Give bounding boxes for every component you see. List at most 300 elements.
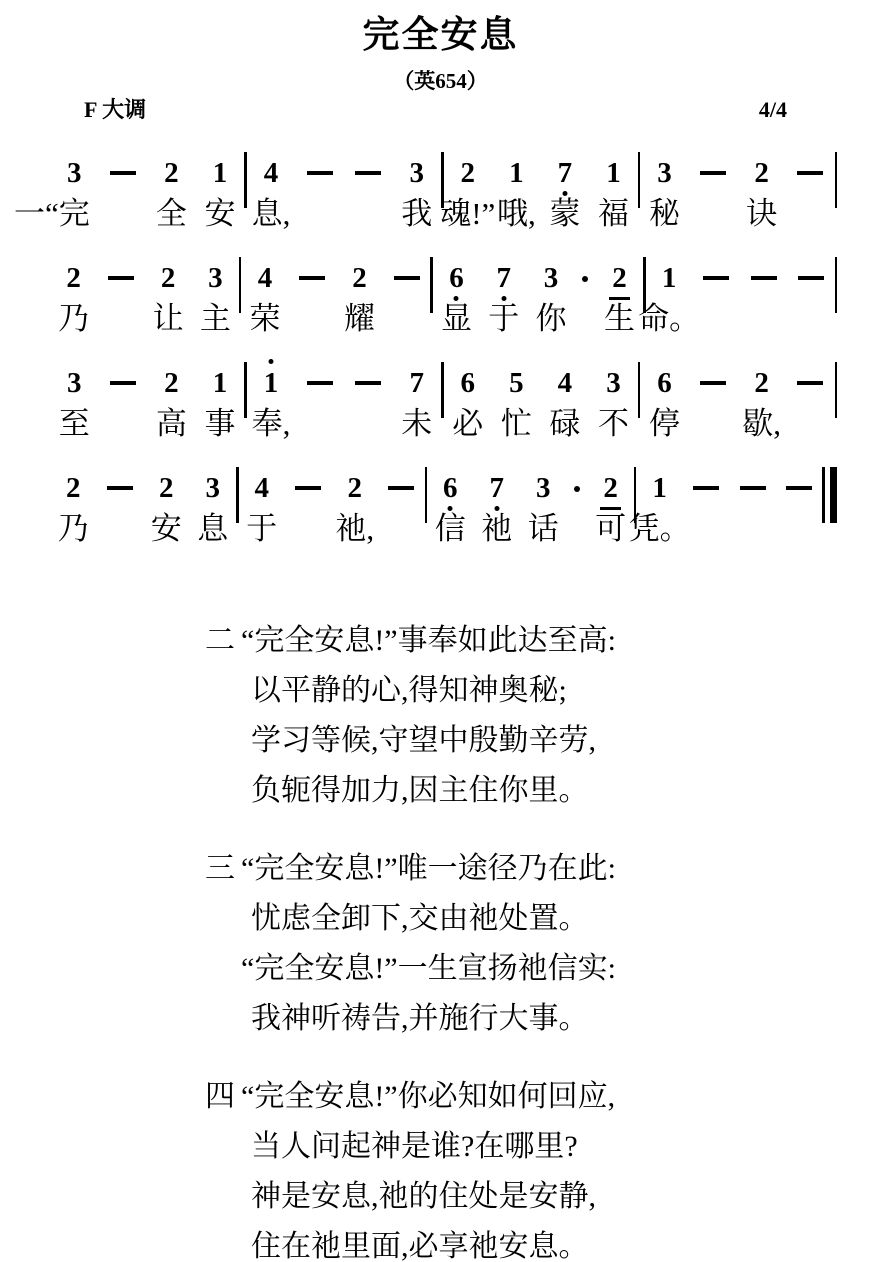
time-signature: 4/4 [758, 97, 787, 122]
note-digit: 2 [159, 472, 174, 504]
note-column [480, 261, 527, 336]
note-column [520, 471, 567, 546]
note-digit: 2 [164, 157, 179, 189]
lyric-syllable: 完 一“ [14, 196, 90, 231]
verse [205, 1072, 881, 1262]
lyric-row-cell [50, 407, 99, 441]
note-row-cell [50, 366, 99, 407]
verse-line: “完全安息!”一生宣扬祂信实: [241, 952, 616, 985]
note-column [589, 156, 638, 231]
note-row-cell [640, 366, 689, 407]
verse-line: 住在祂里面,必享祂安息。 [251, 1230, 589, 1262]
duration-dash [797, 381, 823, 385]
lyric-row-cell [640, 407, 689, 441]
note-digit: 6 [460, 367, 476, 399]
note-row-cell [492, 156, 541, 197]
lyric-syllable: 主 [199, 301, 231, 336]
note-row-cell [541, 156, 590, 197]
note-column [587, 471, 634, 546]
verse-line: 以平静的心,得知神奥秘; [251, 674, 567, 707]
aug-dot-column [567, 471, 588, 512]
note-digit: 7 [490, 471, 505, 505]
note-digit: 3 [606, 367, 621, 399]
augmentation-dot [574, 486, 580, 492]
lyric-syllable: 乃 [58, 301, 90, 336]
lyric-syllable: 我 [401, 196, 433, 231]
note-row-cell [147, 156, 196, 197]
note-row-cell [737, 366, 786, 407]
note-column [190, 471, 237, 546]
note-row-cell [729, 471, 776, 512]
note-digit: 3 [67, 157, 82, 189]
note-row-cell [693, 261, 740, 302]
note-row-cell [295, 366, 344, 407]
lyric-row-cell [239, 512, 286, 546]
note-row-cell [683, 471, 730, 512]
dash-column [99, 156, 148, 197]
verse [205, 616, 881, 816]
note-row-cell [285, 471, 332, 512]
lyric-syllable: 必 [452, 406, 484, 441]
lyric-row-cell [247, 407, 296, 441]
lyric-syllable: 未 [401, 406, 433, 441]
lyric-syllable: 可 [595, 511, 627, 546]
note-row-cell [427, 471, 474, 512]
lyric-row-cell [628, 511, 691, 546]
note-column [247, 156, 296, 231]
note-row-cell [392, 156, 441, 197]
note-row-cell [474, 471, 521, 512]
verse-line: 我神听祷告,并施行大事。 [251, 1002, 589, 1035]
duration-dash [693, 486, 719, 490]
verse-line: “完全安息!”事奉如此达至高: [241, 624, 616, 657]
note-column [392, 366, 441, 441]
note-digit: 6 [657, 367, 672, 399]
lyric-syllable: 于 [488, 301, 520, 336]
note-row-cell [196, 366, 245, 407]
note-row-cell [776, 471, 823, 512]
barline [835, 156, 838, 208]
verse-line: “完全安息!”唯一途径乃在此: [241, 852, 616, 885]
lyric-syllable: 耀 [344, 301, 376, 336]
lyric-syllable: 至 [58, 406, 90, 441]
barline-stroke [835, 257, 838, 313]
note-row-cell [336, 261, 383, 302]
dash-column [285, 471, 332, 512]
note-row-cell [247, 366, 296, 407]
note-column [14, 156, 99, 231]
lyric-row-cell [541, 407, 590, 441]
note-row-cell [433, 261, 480, 302]
lyric-syllable: 命。 [638, 301, 701, 336]
music-system [50, 261, 837, 366]
lyric-row-cell [541, 197, 590, 231]
note-row-cell [289, 261, 336, 302]
verse-line: 学习等候,守望中殷勤辛劳, [251, 724, 596, 757]
note-row-cell [50, 261, 97, 302]
note-digit: 2 [164, 367, 179, 399]
dash-column [295, 366, 344, 407]
note-digit: 4 [557, 367, 573, 399]
note-column [50, 471, 97, 546]
note-row-cell [541, 366, 590, 407]
note-digit: 2 [352, 262, 367, 294]
lyric-syllable: 于 [246, 511, 278, 546]
lyric-row-cell [444, 407, 493, 441]
note-column [147, 156, 196, 231]
dash-column [295, 156, 344, 197]
note-column [336, 261, 383, 336]
lyric-row-cell [196, 197, 245, 231]
duration-dash [751, 276, 777, 280]
lyric-row-cell [640, 197, 689, 231]
verse [205, 844, 881, 1044]
lyric-row-cell [440, 196, 496, 231]
dash-column [740, 261, 787, 302]
lyric-row-cell [192, 302, 239, 336]
lyric-row-cell [143, 512, 190, 546]
duration-dash [307, 171, 333, 175]
lyric-syllable: 荣 [249, 301, 281, 336]
note-row-cell [190, 471, 237, 512]
dash-column [378, 471, 425, 512]
lyric-syllable: 祂 [481, 511, 513, 546]
note-row-cell [689, 156, 738, 197]
note-row-cell [492, 366, 541, 407]
lyric-row-cell [247, 197, 296, 231]
music-system [50, 366, 837, 471]
barline-thick-stroke [830, 467, 837, 523]
lyric-row-cell [589, 407, 638, 441]
note-digit: 3 [409, 157, 424, 189]
note-digit: 1 [652, 472, 667, 504]
note-column [196, 366, 245, 441]
note-digit: 3 [205, 472, 220, 504]
note-digit: 2 [460, 157, 476, 189]
lyric-syllable: 祂, [335, 511, 375, 546]
note-digit: 1 [212, 367, 228, 399]
note-row-cell [587, 471, 634, 512]
note-digit: 1 [212, 157, 228, 189]
note-row-cell [332, 471, 379, 512]
music-system [14, 156, 837, 261]
lyric-row-cell [147, 407, 196, 441]
hymn-title: 完全安息 [362, 15, 519, 56]
lyric-syllable: 凭。 [628, 511, 691, 546]
dash-column [289, 261, 336, 302]
lyric-syllable: 全 [155, 196, 187, 231]
note-row-cell [295, 156, 344, 197]
meta-row [0, 96, 881, 124]
lyric-row-cell [14, 196, 99, 231]
note-row-cell [520, 471, 567, 512]
note-column [737, 366, 786, 441]
lyric-syllable: 息, [251, 196, 291, 231]
lyric-row-cell [392, 197, 441, 231]
verse-number: 三 [205, 852, 235, 885]
lyric-row-cell [520, 512, 567, 546]
duration-dash [388, 486, 414, 490]
dash-column [99, 366, 148, 407]
lyric-row-cell [589, 197, 638, 231]
note-digit: 3 [67, 367, 82, 399]
note-row-cell [444, 156, 493, 197]
note-column [392, 156, 441, 231]
lyric-syllable: 信 [434, 511, 466, 546]
note-row-cell [50, 156, 99, 197]
note-column [144, 261, 191, 336]
duration-dash [110, 381, 136, 385]
dash-column [689, 156, 738, 197]
note-row-cell [247, 156, 296, 197]
music-system [50, 471, 837, 576]
note-digit: 7 [409, 367, 424, 399]
augmentation-dot [582, 276, 588, 282]
duration-dash [107, 486, 133, 490]
lyric-row-cell [50, 512, 97, 546]
note-row-cell [786, 366, 835, 407]
dash-column [97, 261, 144, 302]
note-column [143, 471, 190, 546]
note-row-cell [444, 366, 493, 407]
note-digit: 6 [443, 471, 458, 505]
note-digit: 5 [509, 367, 524, 399]
note-row-cell [737, 156, 786, 197]
verse-number: 二 [205, 624, 235, 657]
note-digit: 3 [536, 472, 551, 504]
hymn-header [0, 14, 881, 124]
lyric-row-cell [144, 302, 191, 336]
note-column [196, 156, 245, 231]
note-column [541, 366, 590, 441]
note-row-cell [589, 366, 638, 407]
lyric-row-cell [241, 302, 288, 336]
final-barline [822, 471, 837, 523]
note-column [440, 156, 496, 231]
lyric-syllable: 安 [150, 511, 182, 546]
duration-dash [307, 381, 333, 385]
lyric-syllable: 哦, [496, 196, 536, 231]
note-column [433, 261, 480, 336]
lyric-syllable: 秘 [649, 196, 681, 231]
duration-dash [700, 381, 726, 385]
dash-column [97, 471, 144, 512]
note-column [541, 156, 590, 231]
note-digit: 4 [254, 472, 269, 504]
note-digit: 2 [66, 262, 81, 294]
lyric-syllable: 诀 [746, 196, 778, 231]
note-row-cell [241, 261, 288, 302]
verse-line: 神是安息,祂的住处是安静, [251, 1180, 596, 1213]
duration-dash [355, 381, 381, 385]
note-row-cell [589, 156, 638, 197]
dash-column [786, 156, 835, 197]
note-digit: 6 [449, 261, 464, 295]
lyric-row-cell [474, 512, 521, 546]
stanza-number-inline: 一“ [14, 196, 59, 231]
note-digit: 2 [609, 261, 630, 300]
note-row-cell [689, 366, 738, 407]
lyric-syllable: 蒙 [549, 196, 581, 231]
duration-dash [110, 171, 136, 175]
lyric-syllable: 生 [603, 301, 635, 336]
lyric-syllable: 魂!” [440, 196, 496, 231]
note-digit: 2 [754, 367, 769, 399]
note-digit: 7 [558, 156, 573, 190]
note-row-cell [786, 156, 835, 197]
note-column [638, 261, 701, 336]
note-row-cell [527, 261, 574, 302]
lyric-syllable: 安 [204, 196, 236, 231]
note-row-cell [99, 156, 148, 197]
dash-column [383, 261, 430, 302]
note-row-cell [143, 471, 190, 512]
note-column [596, 261, 643, 336]
verse-number: 四 [205, 1080, 235, 1113]
lyric-row-cell [492, 407, 541, 441]
note-column [147, 366, 196, 441]
lyric-row-cell [480, 302, 527, 336]
lyric-row-cell [196, 407, 245, 441]
lyric-row-cell [50, 302, 97, 336]
note-digit: 4 [257, 262, 273, 294]
note-column [737, 156, 786, 231]
note-digit: 1 [264, 366, 279, 400]
note-column [50, 261, 97, 336]
octave-dot-above [269, 359, 274, 364]
note-digit: 3 [657, 157, 672, 189]
dash-column [776, 471, 823, 512]
hymn-number: （英654） [393, 69, 488, 93]
note-column [444, 366, 493, 441]
note-row-cell [740, 261, 787, 302]
lyric-row-cell [587, 512, 634, 546]
note-row-cell [147, 366, 196, 407]
note-column [192, 261, 239, 336]
duration-dash [108, 276, 134, 280]
duration-dash [299, 276, 325, 280]
barline [835, 261, 838, 313]
note-row-cell [344, 156, 393, 197]
dash-column [693, 261, 740, 302]
note-row-cell [196, 156, 245, 197]
lyric-row-cell [492, 197, 541, 231]
lyric-syllable: 忙 [500, 406, 532, 441]
duration-dash [797, 171, 823, 175]
lyric-syllable: 事 [204, 406, 236, 441]
duration-dash [700, 171, 726, 175]
note-row-cell [596, 261, 643, 302]
lyric-row-cell [737, 197, 786, 231]
dash-column [689, 366, 738, 407]
note-row-cell [636, 471, 683, 512]
verse-line: 当人问起神是谁?在哪里? [251, 1130, 578, 1163]
verse-line: 负轭得加力,因主住你里。 [251, 774, 589, 807]
lyric-syllable: 高 [155, 406, 187, 441]
note-row-cell [99, 366, 148, 407]
lyric-row-cell [190, 512, 237, 546]
note-row-cell [383, 261, 430, 302]
lyric-syllable: 乃 [57, 511, 89, 546]
note-column [247, 366, 296, 441]
note-row-cell [567, 471, 588, 512]
verse-line: “完全安息!”你必知如何回应, [241, 1080, 616, 1113]
duration-dash [394, 276, 420, 280]
note-digit: 3 [543, 262, 559, 294]
lyric-row-cell [332, 512, 379, 546]
duration-dash [798, 276, 824, 280]
note-column [589, 366, 638, 441]
lyric-syllable: 歇, [742, 406, 782, 441]
barline [835, 366, 838, 418]
music-score [0, 156, 881, 576]
aug-dot-column [575, 261, 596, 302]
lyric-row-cell [427, 512, 474, 546]
lyric-syllable: 碌 [549, 406, 581, 441]
note-column [427, 471, 474, 546]
note-column [332, 471, 379, 546]
lyric-row-cell [638, 301, 701, 336]
note-digit: 2 [347, 472, 362, 504]
lyric-row-cell [596, 302, 643, 336]
note-digit: 3 [208, 262, 223, 294]
note-column [241, 261, 288, 336]
note-digit: 2 [600, 471, 621, 510]
note-column [474, 471, 521, 546]
key-signature: F 大调 [84, 97, 147, 122]
note-digit: 2 [754, 157, 769, 189]
lyric-row-cell [336, 302, 383, 336]
note-column [640, 156, 689, 231]
lyric-syllable: 奉, [251, 406, 291, 441]
note-column [50, 366, 99, 441]
lyric-syllable: 停 [649, 406, 681, 441]
dash-column [344, 156, 393, 197]
note-digit: 4 [263, 157, 279, 189]
note-column [492, 366, 541, 441]
note-column [628, 471, 691, 546]
note-column [527, 261, 574, 336]
dash-column [344, 366, 393, 407]
verses-section [205, 616, 881, 1262]
lyric-syllable: 话 [527, 511, 559, 546]
note-row-cell [787, 261, 834, 302]
duration-dash [355, 171, 381, 175]
duration-dash [786, 486, 812, 490]
note-row-cell [192, 261, 239, 302]
lyric-syllable: 显 [440, 301, 472, 336]
note-row-cell [640, 156, 689, 197]
dash-column [729, 471, 776, 512]
lyric-syllable: 不 [597, 406, 629, 441]
note-row-cell [97, 471, 144, 512]
note-row-cell [239, 471, 286, 512]
note-column [239, 471, 286, 546]
lyric-row-cell [392, 407, 441, 441]
lyric-syllable: 你 [535, 301, 567, 336]
note-column [640, 366, 689, 441]
note-digit: 1 [606, 157, 621, 189]
note-row-cell [646, 261, 693, 302]
dash-column [787, 261, 834, 302]
lyric-row-cell [147, 197, 196, 231]
lyric-row-cell [737, 407, 786, 441]
barline-stroke [835, 362, 838, 418]
note-row-cell [575, 261, 596, 302]
note-row-cell [50, 471, 97, 512]
note-digit: 7 [496, 261, 511, 295]
note-row-cell [97, 261, 144, 302]
